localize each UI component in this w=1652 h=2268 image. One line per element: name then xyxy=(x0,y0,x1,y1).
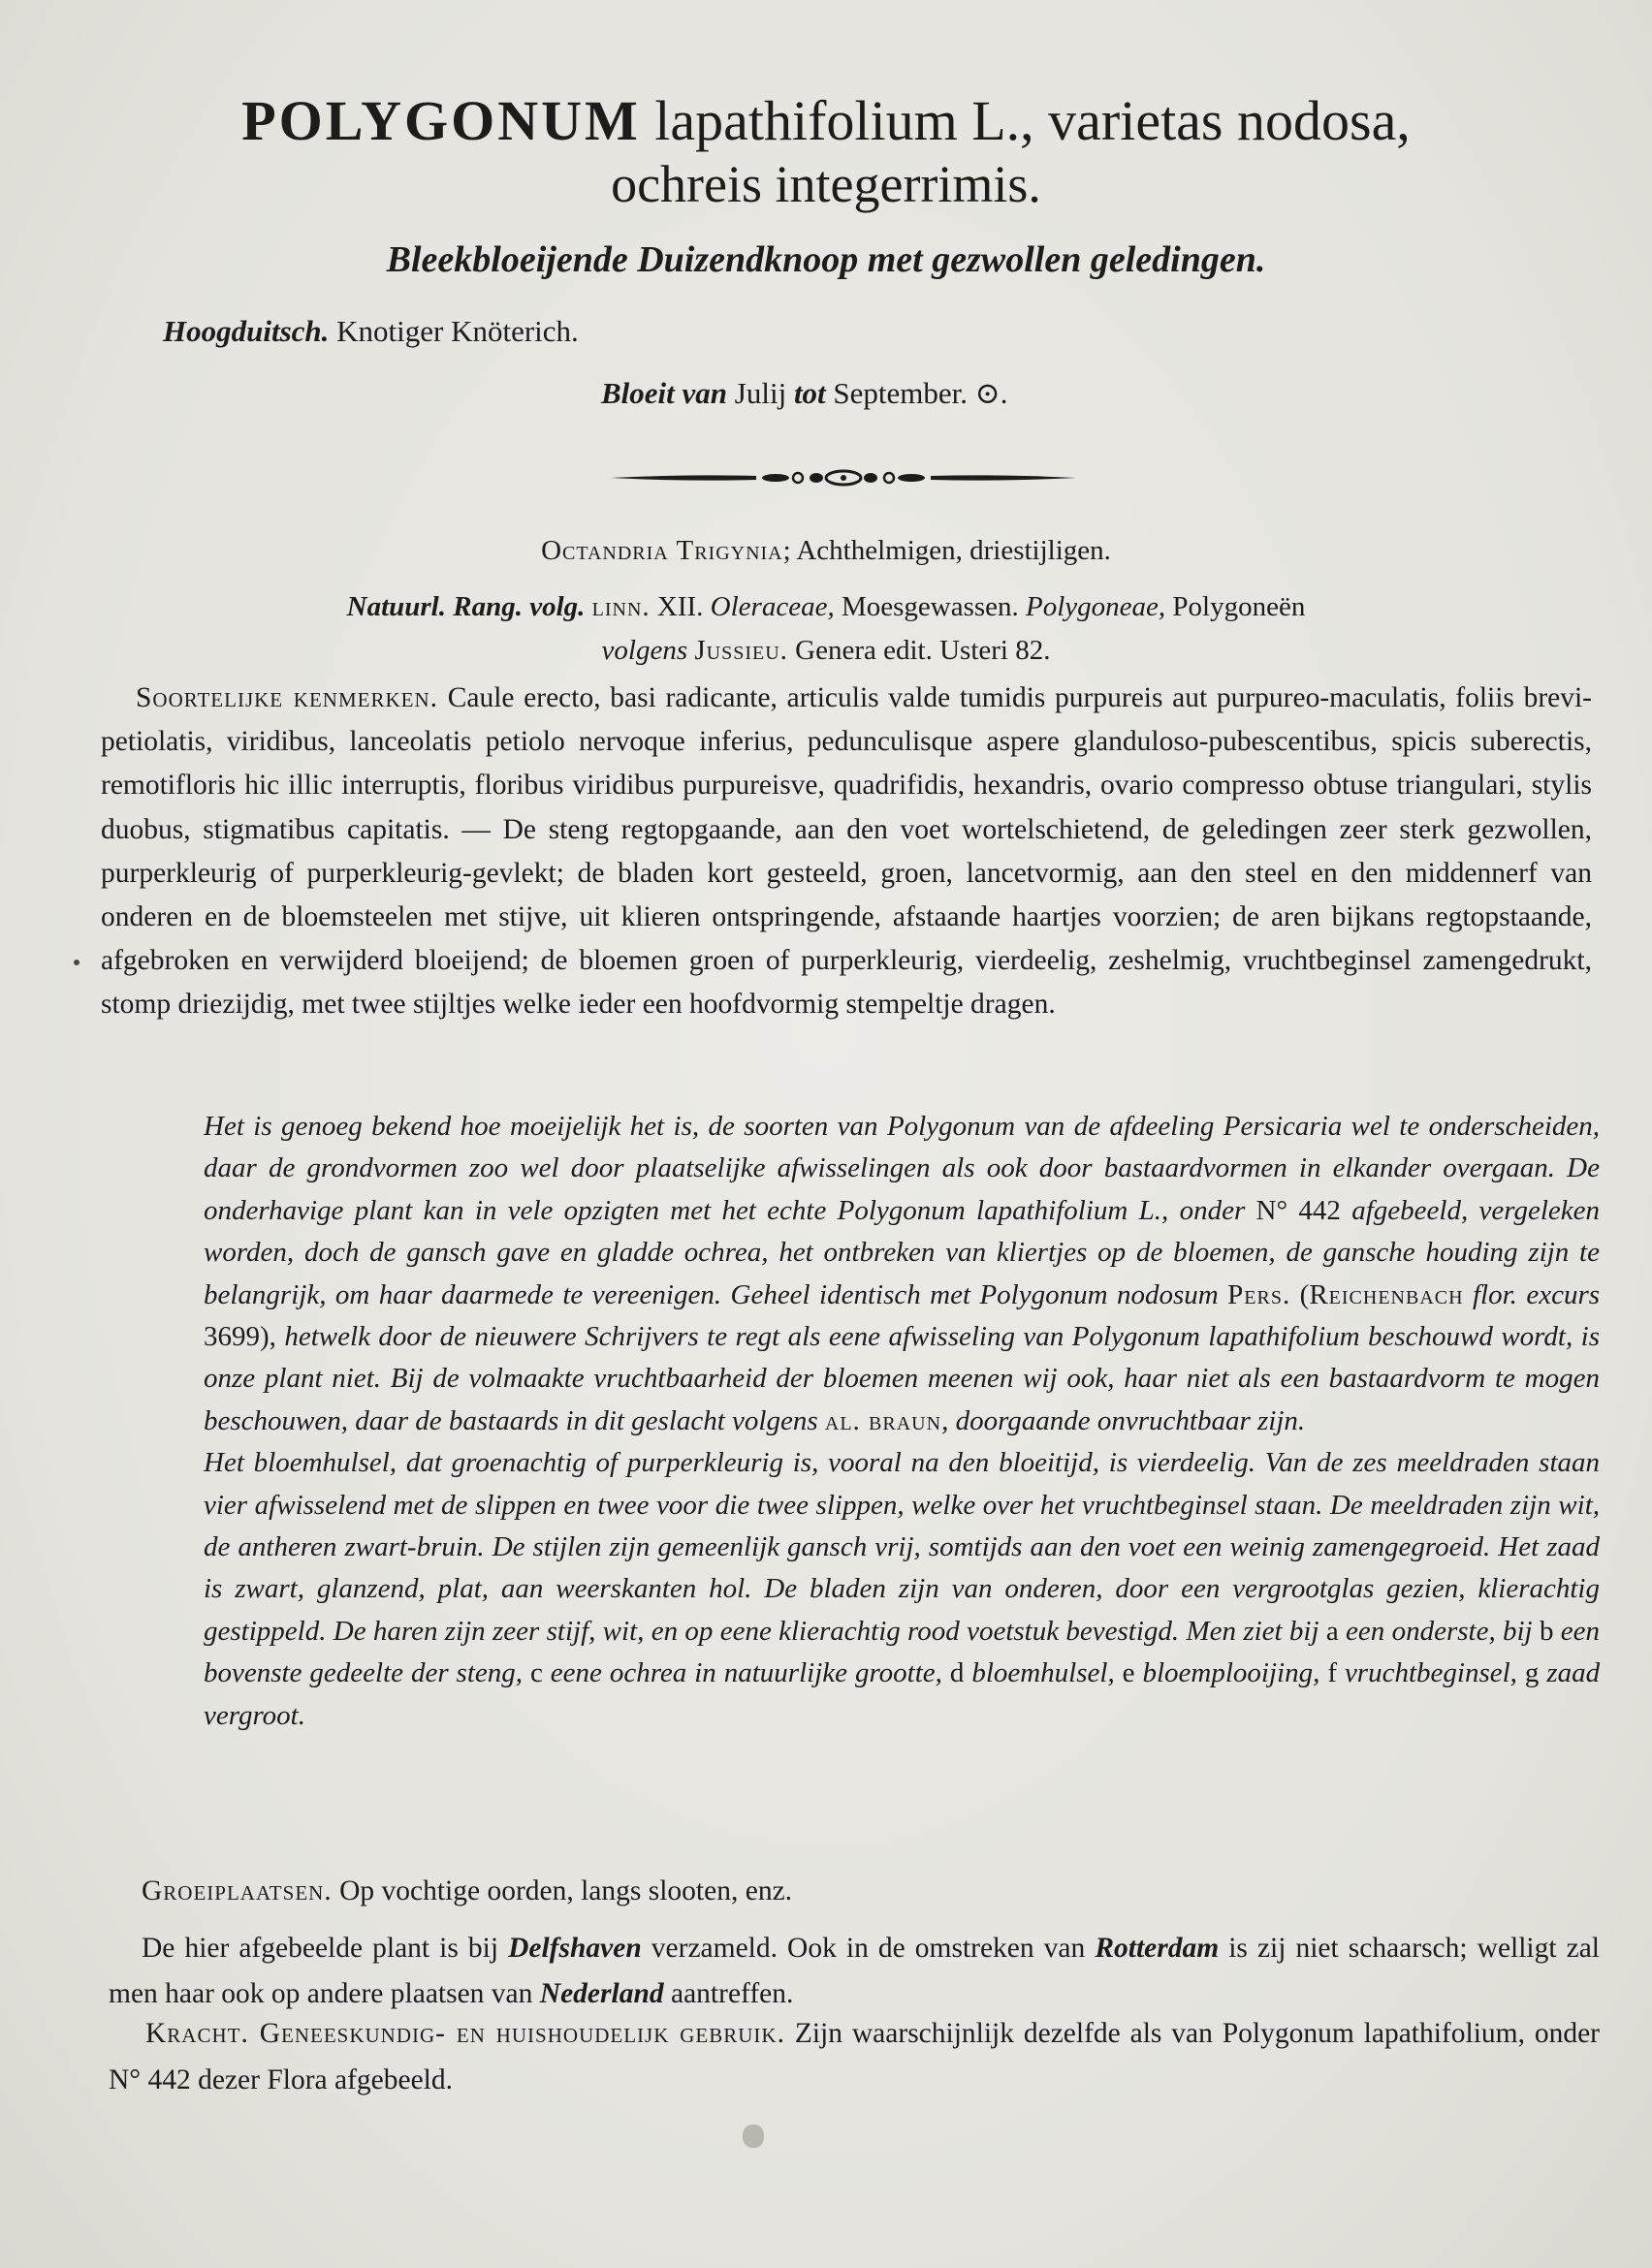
figure-letter-c: c xyxy=(529,1657,543,1689)
ornament-divider xyxy=(611,463,1076,492)
bloom-tot: tot xyxy=(793,376,826,410)
obs2-text-a: Het bloemhulsel, dat groenachtig of purperkleurig is, vooral na den bloeitijd, is vierdeelig. Van de zes meeldraden staan vier afwisselend met de slippen en twee voor die twee slippen, welke over het vruchtbeginsel staan. De meeldraden zijn wit, de antheren zwart-bruin. De stijlen zijn gemeenlijk gansch vrij, somtijds aan den voet een weinig zamengegroeid. Het zaad is zwart, glanzend, plat, aan weerskanten hol. De bladen zijn van onderen, door een vergrootglas gezien, klierachtig gestippeld. De haren zijn zeer stijf, wit, en op eene klierachtig rood voetstuk bevestigd. Men ziet bij xyxy=(204,1447,1600,1647)
natural-rank xyxy=(116,585,1536,673)
figure-letter-f: f xyxy=(1327,1657,1337,1689)
obs2-text-f: bloemplooijing, xyxy=(1142,1657,1320,1689)
natrang-oleraceae: Oleraceae, xyxy=(710,591,835,622)
natrang-label: Natuurl. Rang. volg. xyxy=(346,591,586,622)
obs2-text-c: een bovenste gedeelte der steng, xyxy=(204,1615,1600,1689)
natural-rank-line2 xyxy=(116,629,1536,673)
bloom-period xyxy=(601,376,1008,411)
natrang-polygoneen: Polygoneën xyxy=(1172,591,1306,622)
uses-text: Zijn waarschijnlijk dezelfde als van Polygonum lapathifolium, onder xyxy=(794,2018,1600,2049)
observation-paragraph-1 xyxy=(204,1106,1600,1442)
habitat-text: Op vochtige oorden, langs slooten, enz. xyxy=(339,1875,793,1906)
figure-letter-b: b xyxy=(1539,1615,1554,1647)
uses xyxy=(109,2010,1600,2103)
obs2-text-g: vruchtbeginsel, xyxy=(1344,1657,1517,1689)
class-caps: Octandria Trigynia xyxy=(541,535,783,566)
found-text-a: De hier afgebeelde plant is bij xyxy=(142,1933,499,1964)
margin-dot xyxy=(74,960,79,965)
species-title xyxy=(116,89,1536,153)
natrang-genera: Genera edit. Usteri 82. xyxy=(795,635,1051,666)
obs1-text-c: hetwelk door de nieuwere Schrijvers te regt als eene afwisseling van Polygonum lapathifolium beschouwd wordt, is onze plant niet. Bij de volmaakte vruchtbaarheid der bloemen meenen wij ook, haar niet als een bastaardvorm te mogen beschouwen, daar de bastaards in dit geslacht volgens xyxy=(204,1321,1600,1436)
figure-letter-e: e xyxy=(1122,1657,1135,1689)
place-rotterdam: Rotterdam xyxy=(1095,1933,1220,1964)
natrang-jussieu: Jussieu. xyxy=(694,635,788,666)
uses-end: dezer Flora afgebeeld. xyxy=(198,2064,454,2095)
obs1-braun: al. braun xyxy=(824,1404,942,1436)
natrang-volgens: volgens xyxy=(601,635,688,666)
obs2-text-d: eene ochrea in natuurlijke grootte, xyxy=(550,1657,942,1689)
obs1-text-d: , doorgaande onvruchtbaar zijn. xyxy=(941,1404,1306,1436)
genus-name: POLYGONUM xyxy=(241,89,641,152)
natrang-moes: Moesgewassen. xyxy=(841,591,1019,622)
obs1-text-a: Het is genoeg bekend hoe moeijelijk het is, de soorten van Polygonum van de afdeeling Persicaria wel te onderscheiden, daar de grondvormen zoo wel door plaatselijke afwisselingen als ook door bastaardvormen in elkander overgaan. De onderhavige plant kan in vele opzigten met het echte Polygonum lapathifolium L., onder xyxy=(204,1111,1600,1226)
collection-location xyxy=(109,1926,1600,2017)
dutch-common-name: Bleekbloeijende Duizendknoop met gezwollen geledingen. xyxy=(386,239,1266,280)
figure-letter-g: g xyxy=(1524,1657,1540,1689)
found-text-b: verzameld. Ook in de omstreken van xyxy=(651,1933,1086,1964)
found-text-c: is zij niet schaarsch; welligt zal men haar ook op andere plaatsen van xyxy=(109,1933,1600,2009)
bloom-pre: Bloeit van xyxy=(601,376,728,410)
observations xyxy=(204,1106,1600,1737)
habitat xyxy=(142,1875,792,1907)
obs1-pers: Pers. xyxy=(1227,1278,1291,1310)
obs1-text-b: afgebeeld, vergeleken worden, doch de gansch gave en gladde ochrea, het ontbreken van kliertjes op de bloemen, de gansche houding zijn te belangrijk, om haar daarmede te vereenigen. Geheel identisch met Polygonum nodosum xyxy=(204,1194,1601,1310)
place-nederland: Nederland xyxy=(539,1978,664,2009)
figure-letter-a: a xyxy=(1325,1615,1339,1647)
annual-symbol: ⊙. xyxy=(974,376,1008,410)
species-title-line2: ochreis integerrimis. xyxy=(611,155,1041,213)
obs1-number: 3699), xyxy=(204,1321,276,1353)
bloom-month-end: September. xyxy=(833,376,969,410)
class-rest: ; Achthelmigen, driestijligen. xyxy=(782,535,1111,566)
obs2-text-b: een onderste, bij xyxy=(1346,1615,1533,1647)
species-characteristics xyxy=(101,677,1592,1027)
habitat-label: Groeiplaatsen. xyxy=(142,1875,333,1906)
german-name-line xyxy=(163,314,579,349)
observation-paragraph-2 xyxy=(204,1442,1600,1737)
characteristics-label: Soortelijke kenmerken. xyxy=(136,682,438,713)
obs2-text-e: bloemhulsel, xyxy=(971,1657,1115,1689)
natrang-linn: linn. xyxy=(591,591,651,622)
title-line1-rest: lapathifolium L., varietas nodosa, xyxy=(654,89,1411,152)
obs2-text-h: zaad vergroot. xyxy=(204,1657,1601,1731)
german-name: Knotiger Knöterich. xyxy=(336,314,579,348)
obs1-paren: ( xyxy=(1299,1278,1310,1310)
linnaean-class xyxy=(116,535,1536,567)
natural-rank-line1 xyxy=(116,585,1536,629)
bloom-month-start: Julij xyxy=(734,376,787,410)
characteristics-text: Caule erecto, basi radicante, articulis valde tumidis purpureis aut purpureo-maculatis, foliis brevi-petiolatis, viridibus, lanceolatis petiolo nervoque inferius, pedunculisque aspere glanduloso-pubescentibus, spicis suberectis, remotifloris hic illic interruptis, floribus viridibus purpureisve, quadrifidis, hexandris, ovario compresso obtuse triangulari, stylis duobus, stigmatibus capitatis. — De steng regtopgaande, aan den voet wortelschietend, de geledingen zeer sterk gezwollen, purperkleurig of purperkleurig-gevlekt; de bladen kort gesteeld, groen, lancetvormig, aan den steel en den middennerf van onderen en de bloemsteelen met stijve, uit klieren ontspringende, afstaande haartjes voorzien; de aren bijkans regtopstaande, afgebroken en verwijderd bloeijend; de bloemen groen of purperkleurig, vierdeelig, zeshelmig, vruchtbeginsel zamengedrukt, stomp driezijdig, met twee stijltjes welke ieder een hoofdvormig stempeltje dragen. xyxy=(101,682,1593,1021)
obs1-flor: flor. excurs xyxy=(1472,1278,1601,1310)
found-text-d: aantreffen. xyxy=(670,1978,794,2009)
natrang-polygoneae: Polygoneae, xyxy=(1026,591,1166,622)
obs1-reichenbach: Reichenbach xyxy=(1309,1278,1464,1310)
obs1-plate-number: N° 442 xyxy=(1255,1194,1341,1226)
german-label: Hoogduitsch. xyxy=(163,314,330,348)
paper-mark xyxy=(743,2125,764,2148)
place-delfshaven: Delfshaven xyxy=(508,1933,642,1964)
natrang-number: XII. xyxy=(656,591,704,622)
uses-label: Kracht. Geneeskundig- en huishoudelijk gebruik. xyxy=(145,2018,785,2049)
figure-letter-d: d xyxy=(949,1657,965,1689)
uses-plate-number: N° 442 xyxy=(109,2064,191,2095)
